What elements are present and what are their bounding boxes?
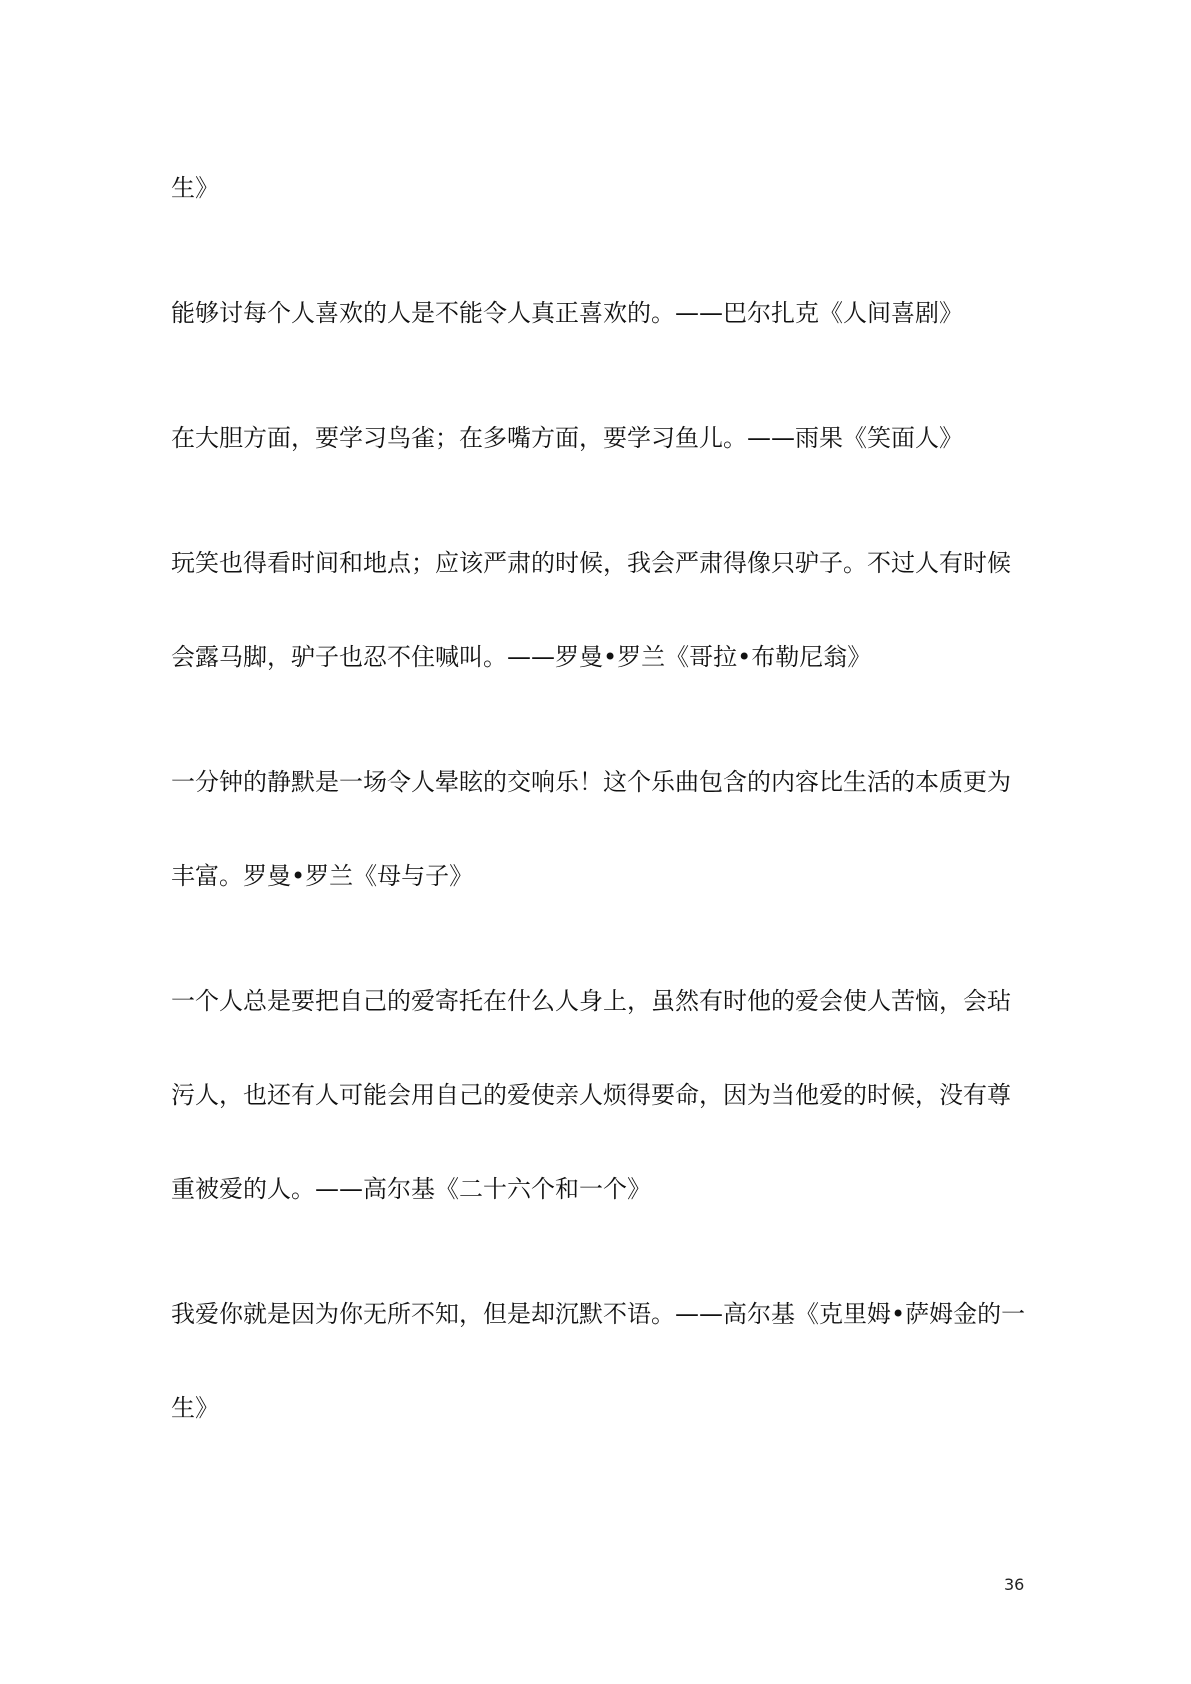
text-line: 会露马脚，驴子也忍不住喊叫。——罗曼•罗兰《哥拉•布勒尼翁》 [171, 643, 872, 671]
text-line: 能够讨每个人喜欢的人是不能令人真正喜欢的。——巴尔扎克《人间喜剧》 [171, 299, 963, 327]
page-number: 36 [1004, 1575, 1025, 1594]
text-line: 一个人总是要把自己的爱寄托在什么人身上，虽然有时他的爱会使人苦恼，会玷 [171, 987, 1011, 1015]
text-line: 丰富。罗曼•罗兰《母与子》 [171, 862, 474, 890]
text-line: 一分钟的静默是一场令人晕眩的交响乐！这个乐曲包含的内容比生活的本质更为 [171, 768, 1011, 796]
text-line: 我爱你就是因为你无所不知，但是却沉默不语。——高尔基《克里姆•萨姆金的一 [171, 1300, 1026, 1328]
text-line: 生》 [171, 1394, 219, 1422]
text-line: 生》 [171, 174, 219, 202]
text-line: 污人，也还有人可能会用自己的爱使亲人烦得要命，因为当他爱的时候，没有尊 [171, 1081, 1011, 1109]
text-line: 在大胆方面，要学习鸟雀；在多嘴方面，要学习鱼儿。——雨果《笑面人》 [171, 424, 963, 452]
text-line: 玩笑也得看时间和地点；应该严肃的时候，我会严肃得像只驴子。不过人有时候 [171, 549, 1011, 577]
text-line: 重被爱的人。——高尔基《二十六个和一个》 [171, 1175, 651, 1203]
